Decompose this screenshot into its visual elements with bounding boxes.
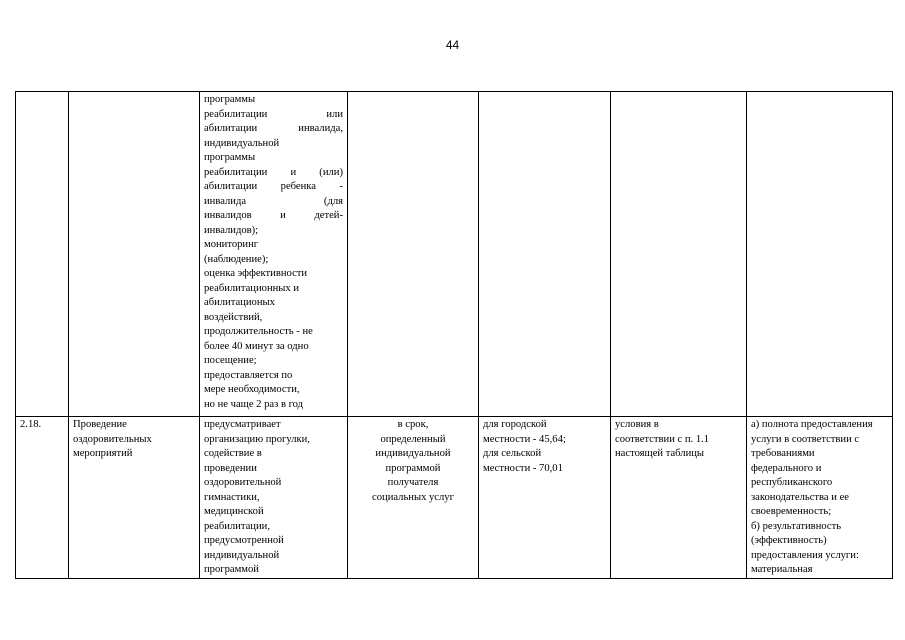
- cell-text-line: более 40 минут за одно: [204, 340, 309, 352]
- cell-term: [348, 417, 479, 579]
- cell-service-name: [69, 92, 200, 417]
- cell-text-line: настоящей таблицы: [615, 448, 705, 459]
- cell-text-line: предусматривает: [204, 419, 281, 430]
- cell-text-line: для сельской: [483, 448, 542, 459]
- cell-text-line: абилитации ребенка -: [204, 181, 343, 192]
- cell-text-line: содействие в: [204, 448, 262, 459]
- cell-text-line: предоставления услуги:: [751, 549, 859, 561]
- cell-text-line: оценка эффективности: [204, 268, 308, 279]
- cell-text-line: законодательства и ее: [751, 491, 849, 503]
- cell-text-line: предусмотренной: [204, 535, 284, 546]
- cell-text-line: программой: [204, 564, 259, 575]
- page-number: 44: [445, 38, 460, 52]
- cell-text-line: программы: [204, 152, 256, 163]
- cell-text-line: абилитационых: [204, 297, 275, 308]
- cell-text-line: индивидуальной: [204, 549, 280, 561]
- cell-text-line: местности - 70,01: [483, 462, 563, 474]
- cell-conditions: [611, 417, 747, 579]
- cell-text-line: местности - 45,64;: [483, 433, 566, 445]
- table-row: [16, 417, 893, 579]
- cell-text-line: Проведение: [73, 419, 127, 430]
- cell-text-line: республиканского: [751, 477, 833, 488]
- cell-text-line: реабилитации или: [204, 108, 343, 120]
- cell-text-line: но не чаще 2 раз в год: [204, 398, 304, 410]
- cell-text-line: федерального и: [751, 462, 822, 474]
- cell-text-line: продолжительность - не: [204, 326, 313, 337]
- cell-text-line: для городской: [483, 419, 547, 430]
- cell-text-line: гимнастики,: [204, 491, 260, 503]
- cell-text-line: индивидуальной: [375, 448, 451, 459]
- cell-text-line: инвалида (для: [204, 195, 343, 207]
- cell-quality: [747, 417, 893, 579]
- cell-text-line: индивидуальной: [204, 137, 280, 149]
- cell-text-line: мониторинг: [204, 239, 259, 250]
- cell-text-line: услуги в соответствии с: [751, 433, 860, 445]
- cell-term: [348, 92, 479, 417]
- cell-tariff: [479, 92, 611, 417]
- cell-text-line: реабилитационных и: [204, 282, 300, 294]
- cell-text-line: организацию прогулки,: [204, 433, 310, 445]
- cell-text-line: получателя: [387, 477, 439, 488]
- cell-text-line: мере необходимости,: [204, 384, 300, 395]
- cell-text-line: предоставляется по: [204, 369, 293, 381]
- cell-text-line: программы: [204, 94, 256, 105]
- cell-text-line: а) полнота предоставления: [751, 419, 873, 430]
- cell-text-line: соответствии с п. 1.1: [615, 433, 710, 445]
- cell-number: 2.18.: [16, 417, 69, 579]
- cell-text-line: абилитации инвалида,: [204, 123, 343, 134]
- cell-text-line: определенный: [380, 433, 446, 445]
- cell-text-line: в срок,: [397, 419, 429, 430]
- cell-text-line: условия в: [615, 419, 659, 430]
- cell-text-line: социальных услуг: [372, 491, 454, 503]
- cell-text-line: требованиями: [751, 448, 815, 459]
- cell-text-line: (наблюдение);: [204, 253, 269, 265]
- cell-text-line: реабилитации и (или): [204, 166, 343, 178]
- cell-text-line: мероприятий: [73, 448, 133, 459]
- cell-quality: [747, 92, 893, 417]
- cell-description: [200, 92, 348, 417]
- cell-text-line: оздоровительной: [204, 477, 282, 488]
- cell-text-line: своевременность;: [751, 506, 832, 517]
- cell-text-line: оздоровительных: [73, 433, 152, 445]
- services-table: [15, 91, 893, 579]
- table-row: [16, 92, 893, 417]
- cell-number: [16, 92, 69, 417]
- cell-text-line: инвалидов);: [204, 224, 259, 236]
- cell-text-line: (эффективность): [751, 535, 827, 546]
- cell-service-name: [69, 417, 200, 579]
- cell-text-line: б) результативность: [751, 520, 842, 532]
- cell-text-line: воздействий,: [204, 311, 263, 323]
- cell-text-line: материальная: [751, 564, 813, 575]
- cell-text-line: инвалидов и детей-: [204, 210, 343, 221]
- cell-text-line: посещение;: [204, 355, 257, 366]
- cell-text-line: реабилитации,: [204, 520, 270, 532]
- cell-description: [200, 417, 348, 579]
- cell-conditions: [611, 92, 747, 417]
- cell-text-line: проведении: [204, 462, 257, 474]
- cell-tariff: [479, 417, 611, 579]
- cell-text-line: программой: [385, 462, 441, 474]
- cell-text-line: медицинской: [204, 506, 264, 517]
